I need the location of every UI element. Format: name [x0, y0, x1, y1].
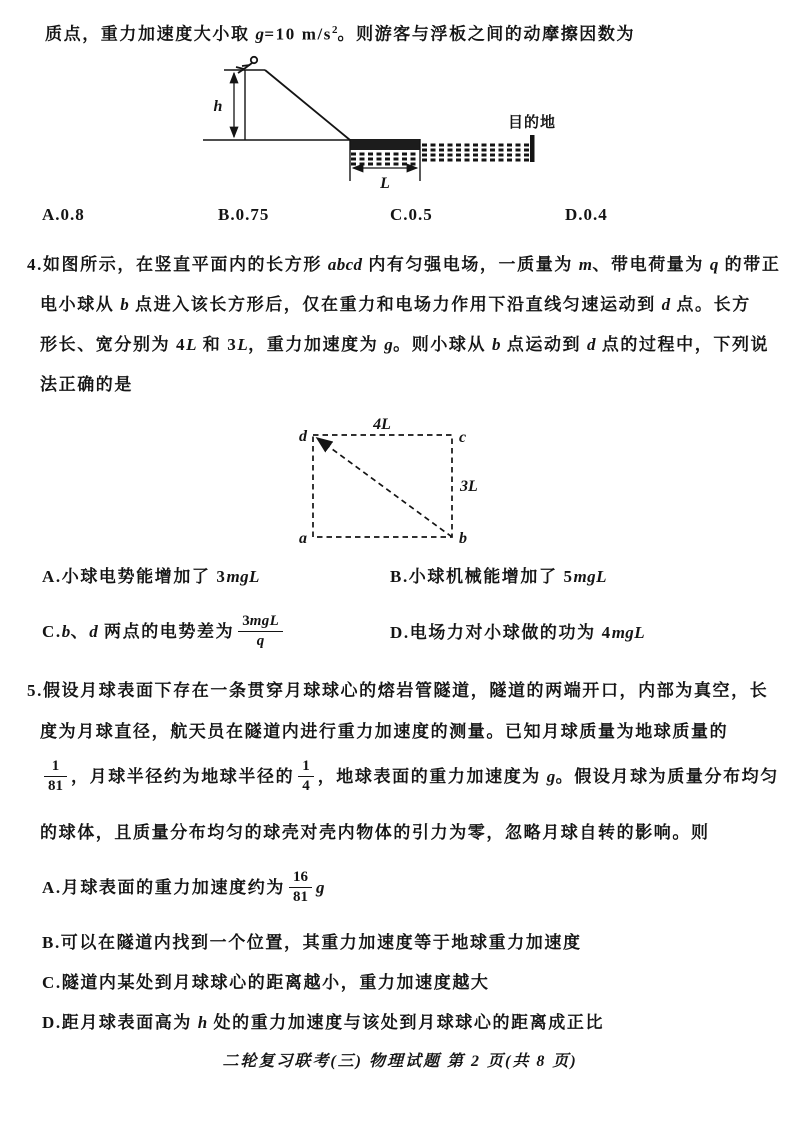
destination-bar: [530, 135, 535, 162]
question3-option-d: D.0.4: [565, 205, 608, 224]
question4-figure: [300, 418, 485, 553]
corner-label-b: b: [459, 530, 467, 547]
question4-option-a: A.小球电势能增加了 3mgL: [42, 567, 260, 586]
width-label-4L: 4L: [373, 416, 391, 433]
question4-line-2: 电小球从 b 点进入该长方形后，仅在重力和电场力作用下沿直线匀速运动到 d 点。长方: [40, 295, 751, 314]
water-dashes-under-board: [351, 154, 419, 164]
question4-line-3: 形长、宽分别为 4L 和 3L，重力加速度为 g。则小球从 b 点运动到 d 点的过程中，下列说: [40, 335, 770, 354]
question4-line-4: 法正确的是: [40, 375, 133, 394]
question4-option-c: C.b、d 两点的电势差为 $\frac{\text{3mgL}}{q}$: [42, 608, 287, 656]
question3-option-b: B.0.75: [218, 205, 270, 224]
question3-option-c: C.0.5: [390, 205, 433, 224]
question5-line-2: 度为月球直径，航天员在隧道内进行重力加速度的测量。已知月球质量为地球质量的: [40, 722, 729, 741]
question4-line-1: 4.如图所示，在竖直平面内的长方形 abcd 内有匀强电场，一质量为 m、带电荷量为 q 的带正: [27, 255, 781, 274]
question5-line-4: 的球体，且质量分布均匀的球壳对壳内物体的引力为零，忽略月球自转的影响。则: [40, 823, 710, 842]
destination-label: 目的地: [507, 115, 557, 131]
board-length-label: L: [380, 175, 390, 192]
question3-figure: [198, 55, 568, 200]
water-dashes-open: [422, 145, 529, 160]
question5-option-c: C.隧道内某处到月球球心的距离越小，重力加速度越大: [42, 973, 490, 992]
diagonal-b-to-d-arrow: [317, 438, 452, 537]
question5-option-b: B.可以在隧道内找到一个位置，其重力加速度等于地球重力加速度: [42, 933, 582, 952]
question5-line-1: 5.假设月球表面下存在一条贯穿月球球心的熔岩管隧道，隧道的两端开口，内部为真空，长: [27, 681, 769, 700]
height-label: h: [213, 98, 223, 115]
height-label-3L: 3L: [460, 478, 478, 495]
question3-intro-text: 质点，重力加速度大小取 g=10 $m/s^2$。则游客与浮板之间的动摩擦因数为: [45, 24, 636, 44]
question5-option-a: A.月球表面的重力加速度约为 $\frac{16}{81}$ g: [42, 869, 325, 905]
corner-label-d: d: [299, 428, 307, 445]
float-board: [350, 139, 420, 150]
slide-surface-line: [265, 70, 350, 140]
corner-label-a: a: [299, 530, 307, 547]
question5-line-3: $\frac{1}{81}$ ，月球半径约为地球半径的 $\frac{1}{4}$ ，地球表面的重力加速度为 g。假设月球为质量分布均匀: [40, 753, 779, 801]
corner-label-c: c: [459, 429, 467, 446]
question3-option-a: A.0.8: [42, 205, 85, 224]
question4-option-b: B.小球机械能增加了 5mgL: [390, 567, 607, 586]
question4-option-d: D.电场力对小球做的功为 4mgL: [390, 623, 645, 642]
question5-option-d: D.距月球表面高为 h 处的重力加速度与该处到月球球心的距离成正比: [42, 1013, 605, 1032]
page-footer: 二轮复习联考(三) 物理试题 第 2 页(共 8 页): [222, 1053, 578, 1070]
